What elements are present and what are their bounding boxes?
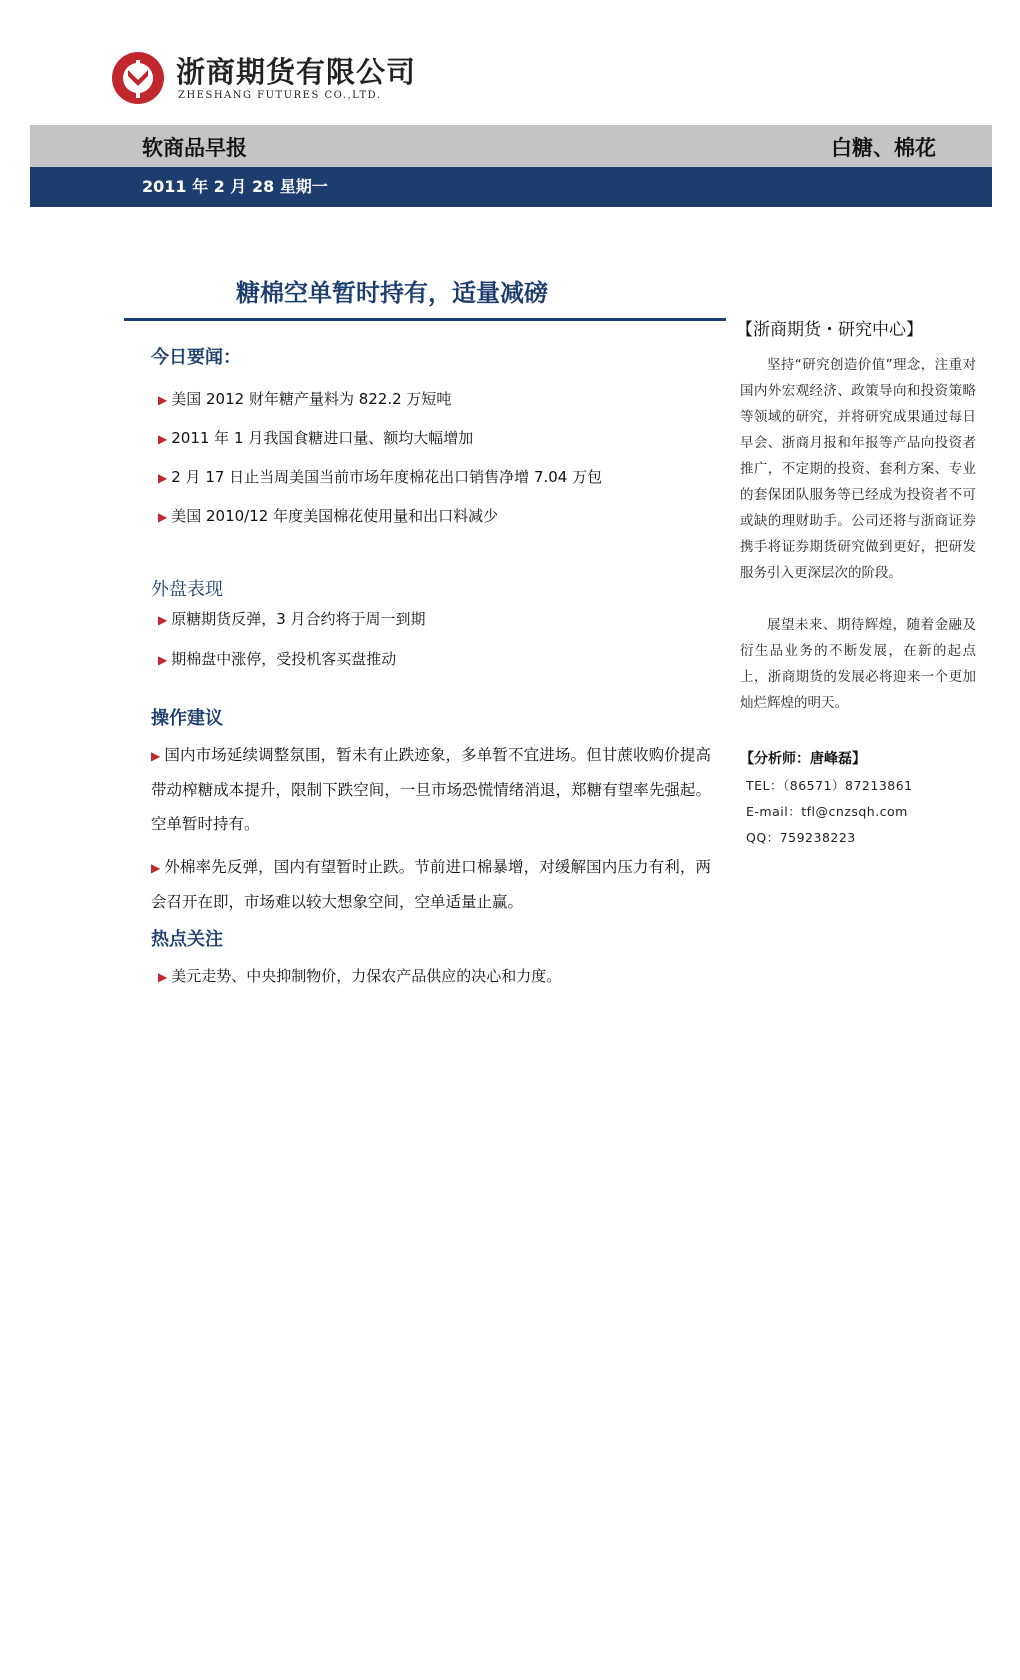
report-products: 白糖、棉花 — [831, 136, 936, 160]
zheshang-logo-icon — [110, 50, 166, 106]
list-item: ▶ 2011 年 1 月我国食糖进口量、额均大幅增加 — [158, 429, 474, 447]
company-logo — [110, 46, 417, 106]
report-type: 软商品早报 — [142, 136, 247, 160]
section-title-today-news: 今日要闻： — [151, 347, 241, 368]
list-item: ▶ 原糖期货反弹，3 月合约将于周一到期 — [158, 610, 426, 628]
section-title-hotspot: 热点关注 — [151, 929, 223, 950]
red-triangle-bullet-icon: ▶ — [158, 970, 168, 984]
red-triangle-bullet-icon: ▶ — [151, 749, 161, 763]
analyst-email: E-mail：tfl@cnzsqh.com — [746, 804, 908, 819]
advice-paragraph: ▶ 国内市场延续调整氛围，暂未有止跌迹象，多单暂不宜进场。但甘蔗收购价提高带动榨糖成本提升，限制下跌空间，一旦市场恐慌情绪消退，郑糖有望率先强起。空单暂时持有。 — [151, 746, 711, 833]
headline-divider — [124, 318, 726, 321]
list-item: ▶ 美国 2010/12 年度美国棉花使用量和出口料减少 — [158, 507, 499, 525]
company-name-en: ZHESHANG FUTURES CO.,LTD. — [178, 90, 382, 101]
red-triangle-bullet-icon: ▶ — [158, 653, 168, 667]
red-triangle-bullet-icon: ▶ — [158, 613, 168, 627]
list-item: ▶ 期棉盘中涨停，受投机客买盘推动 — [158, 650, 397, 668]
section-title-advice: 操作建议 — [151, 708, 223, 729]
analyst-tel: TEL：（86571）87213861 — [746, 778, 913, 793]
analyst-name: 【分析师：唐峰磊】 — [740, 751, 866, 767]
red-triangle-bullet-icon: ▶ — [158, 510, 168, 524]
list-item: ▶ 美国 2012 财年糖产量料为 822.2 万短吨 — [158, 390, 452, 408]
red-triangle-bullet-icon: ▶ — [158, 432, 168, 446]
red-triangle-bullet-icon: ▶ — [158, 471, 168, 485]
sidebar-title: 【浙商期货・研究中心】 — [736, 320, 923, 340]
red-triangle-bullet-icon: ▶ — [151, 861, 161, 875]
analyst-qq: QQ：759238223 — [746, 830, 856, 845]
section-title-external: 外盘表现 — [151, 579, 223, 600]
list-item: ▶ 美元走势、中央抑制物价，力保农产品供应的决心和力度。 — [158, 967, 562, 985]
sidebar-paragraph: 坚持“研究创造价值”理念，注重对国内外宏观经济、政策导向和投资策略等领域的研究，并将研究成果通过每日早会、浙商月报和年报等产品向投资者推广，不定期的投资、套利方案、专业的套保团队服务等已经成为投资者不可或缺的理财助手。公司还将与浙商证券携手将证券期货研究做到更好，把研发服务引入更深层次的阶段。 — [740, 357, 976, 581]
advice-paragraph: ▶ 外棉率先反弹，国内有望暂时止跌。节前进口棉暴增，对缓解国内压力有利，两会召开在即，市场难以较大想象空间，空单适量止赢。 — [151, 858, 711, 911]
sidebar-paragraph: 展望未来、期待辉煌，随着金融及衍生品业务的不断发展，在新的起点上，浙商期货的发展必将迎来一个更加灿烂辉煌的明天。 — [740, 617, 976, 711]
report-date: 2011 年 2 月 28 星期一 — [142, 177, 328, 196]
red-triangle-bullet-icon: ▶ — [158, 393, 168, 407]
list-item: ▶ 2 月 17 日止当周美国当前市场年度棉花出口销售净增 7.04 万包 — [158, 468, 603, 486]
company-name-cn: 浙商期货有限公司 — [176, 55, 417, 89]
page-title: 糖棉空单暂时持有，适量减磅 — [236, 279, 548, 307]
